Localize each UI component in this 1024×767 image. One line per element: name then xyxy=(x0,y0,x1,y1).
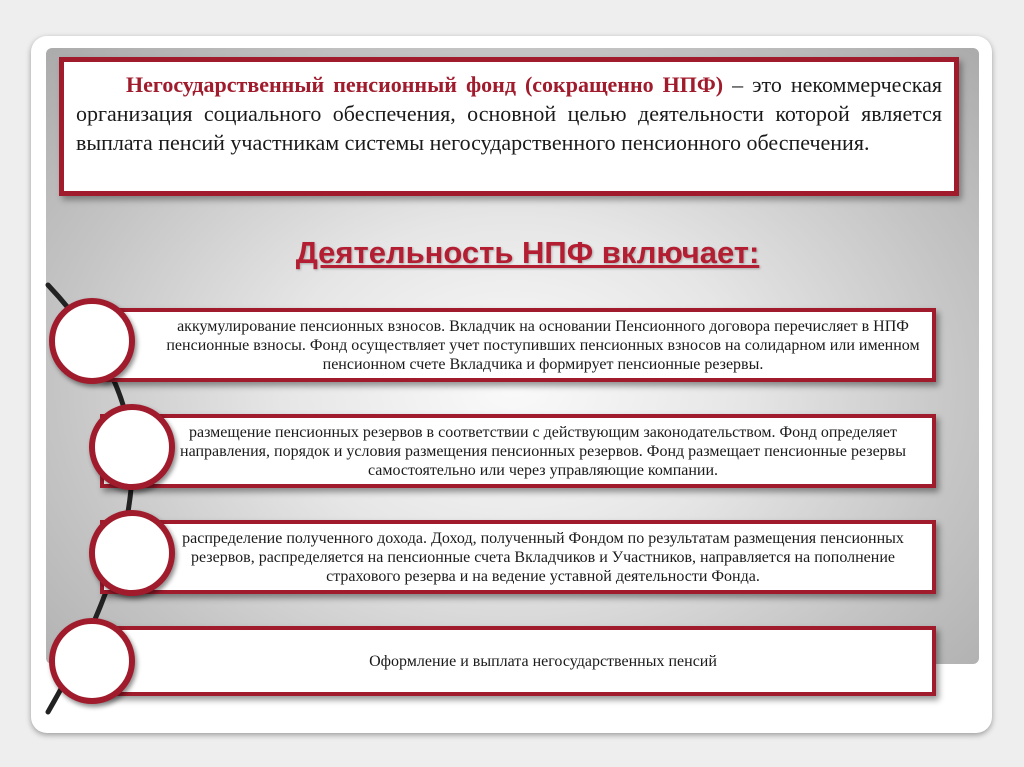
activity-text: размещение пенсионных резервов в соответствии с действующим законодательством. Фонд определяет направления, порядок и условия размещения пенсионных резервов. Фонд размещает пенсионные резервы самостоятельно или через управляющие компании. xyxy=(180,423,906,479)
activity-item-distribution xyxy=(100,520,936,594)
definition-box xyxy=(59,57,959,196)
bullet-circle-1 xyxy=(49,298,135,384)
bullet-circle-2 xyxy=(89,404,175,490)
activity-item-placement xyxy=(100,414,936,488)
activity-text: распределение полученного дохода. Доход, полученный Фондом по результатам размещения пенсионных резервов, распределяется на пенсионные счета Вкладчиков и Участников, направляется на пополнение страхового резерва и на ведение уставной деятельности Фонда. xyxy=(182,529,904,585)
definition-paragraph xyxy=(76,70,942,157)
activity-item-payout xyxy=(100,626,936,696)
bullet-circle-3 xyxy=(89,510,175,596)
definition-body: – это некоммерческая организация социального обеспечения, основной целью деятельности которой является выплата пенсий участникам системы негосударственного пенсионного обеспечения. xyxy=(76,72,942,155)
activity-text: Оформление и выплата негосударственных пенсий xyxy=(369,652,717,670)
activity-item-accumulation xyxy=(100,308,936,382)
definition-term: Негосударственный пенсионный фонд (сокращенно НПФ) xyxy=(126,72,724,97)
bullet-circle-4 xyxy=(49,618,135,704)
activity-text: аккумулирование пенсионных взносов. Вкладчик на основании Пенсионного договора перечисляет в НПФ пенсионные взносы. Фонд осуществляет учет поступивших пенсионных взносов на солидарном или именном пенсионном счете Вкладчика и формирует пенсионные резервы. xyxy=(166,317,920,373)
section-heading: Деятельность НПФ включает: xyxy=(295,235,760,270)
